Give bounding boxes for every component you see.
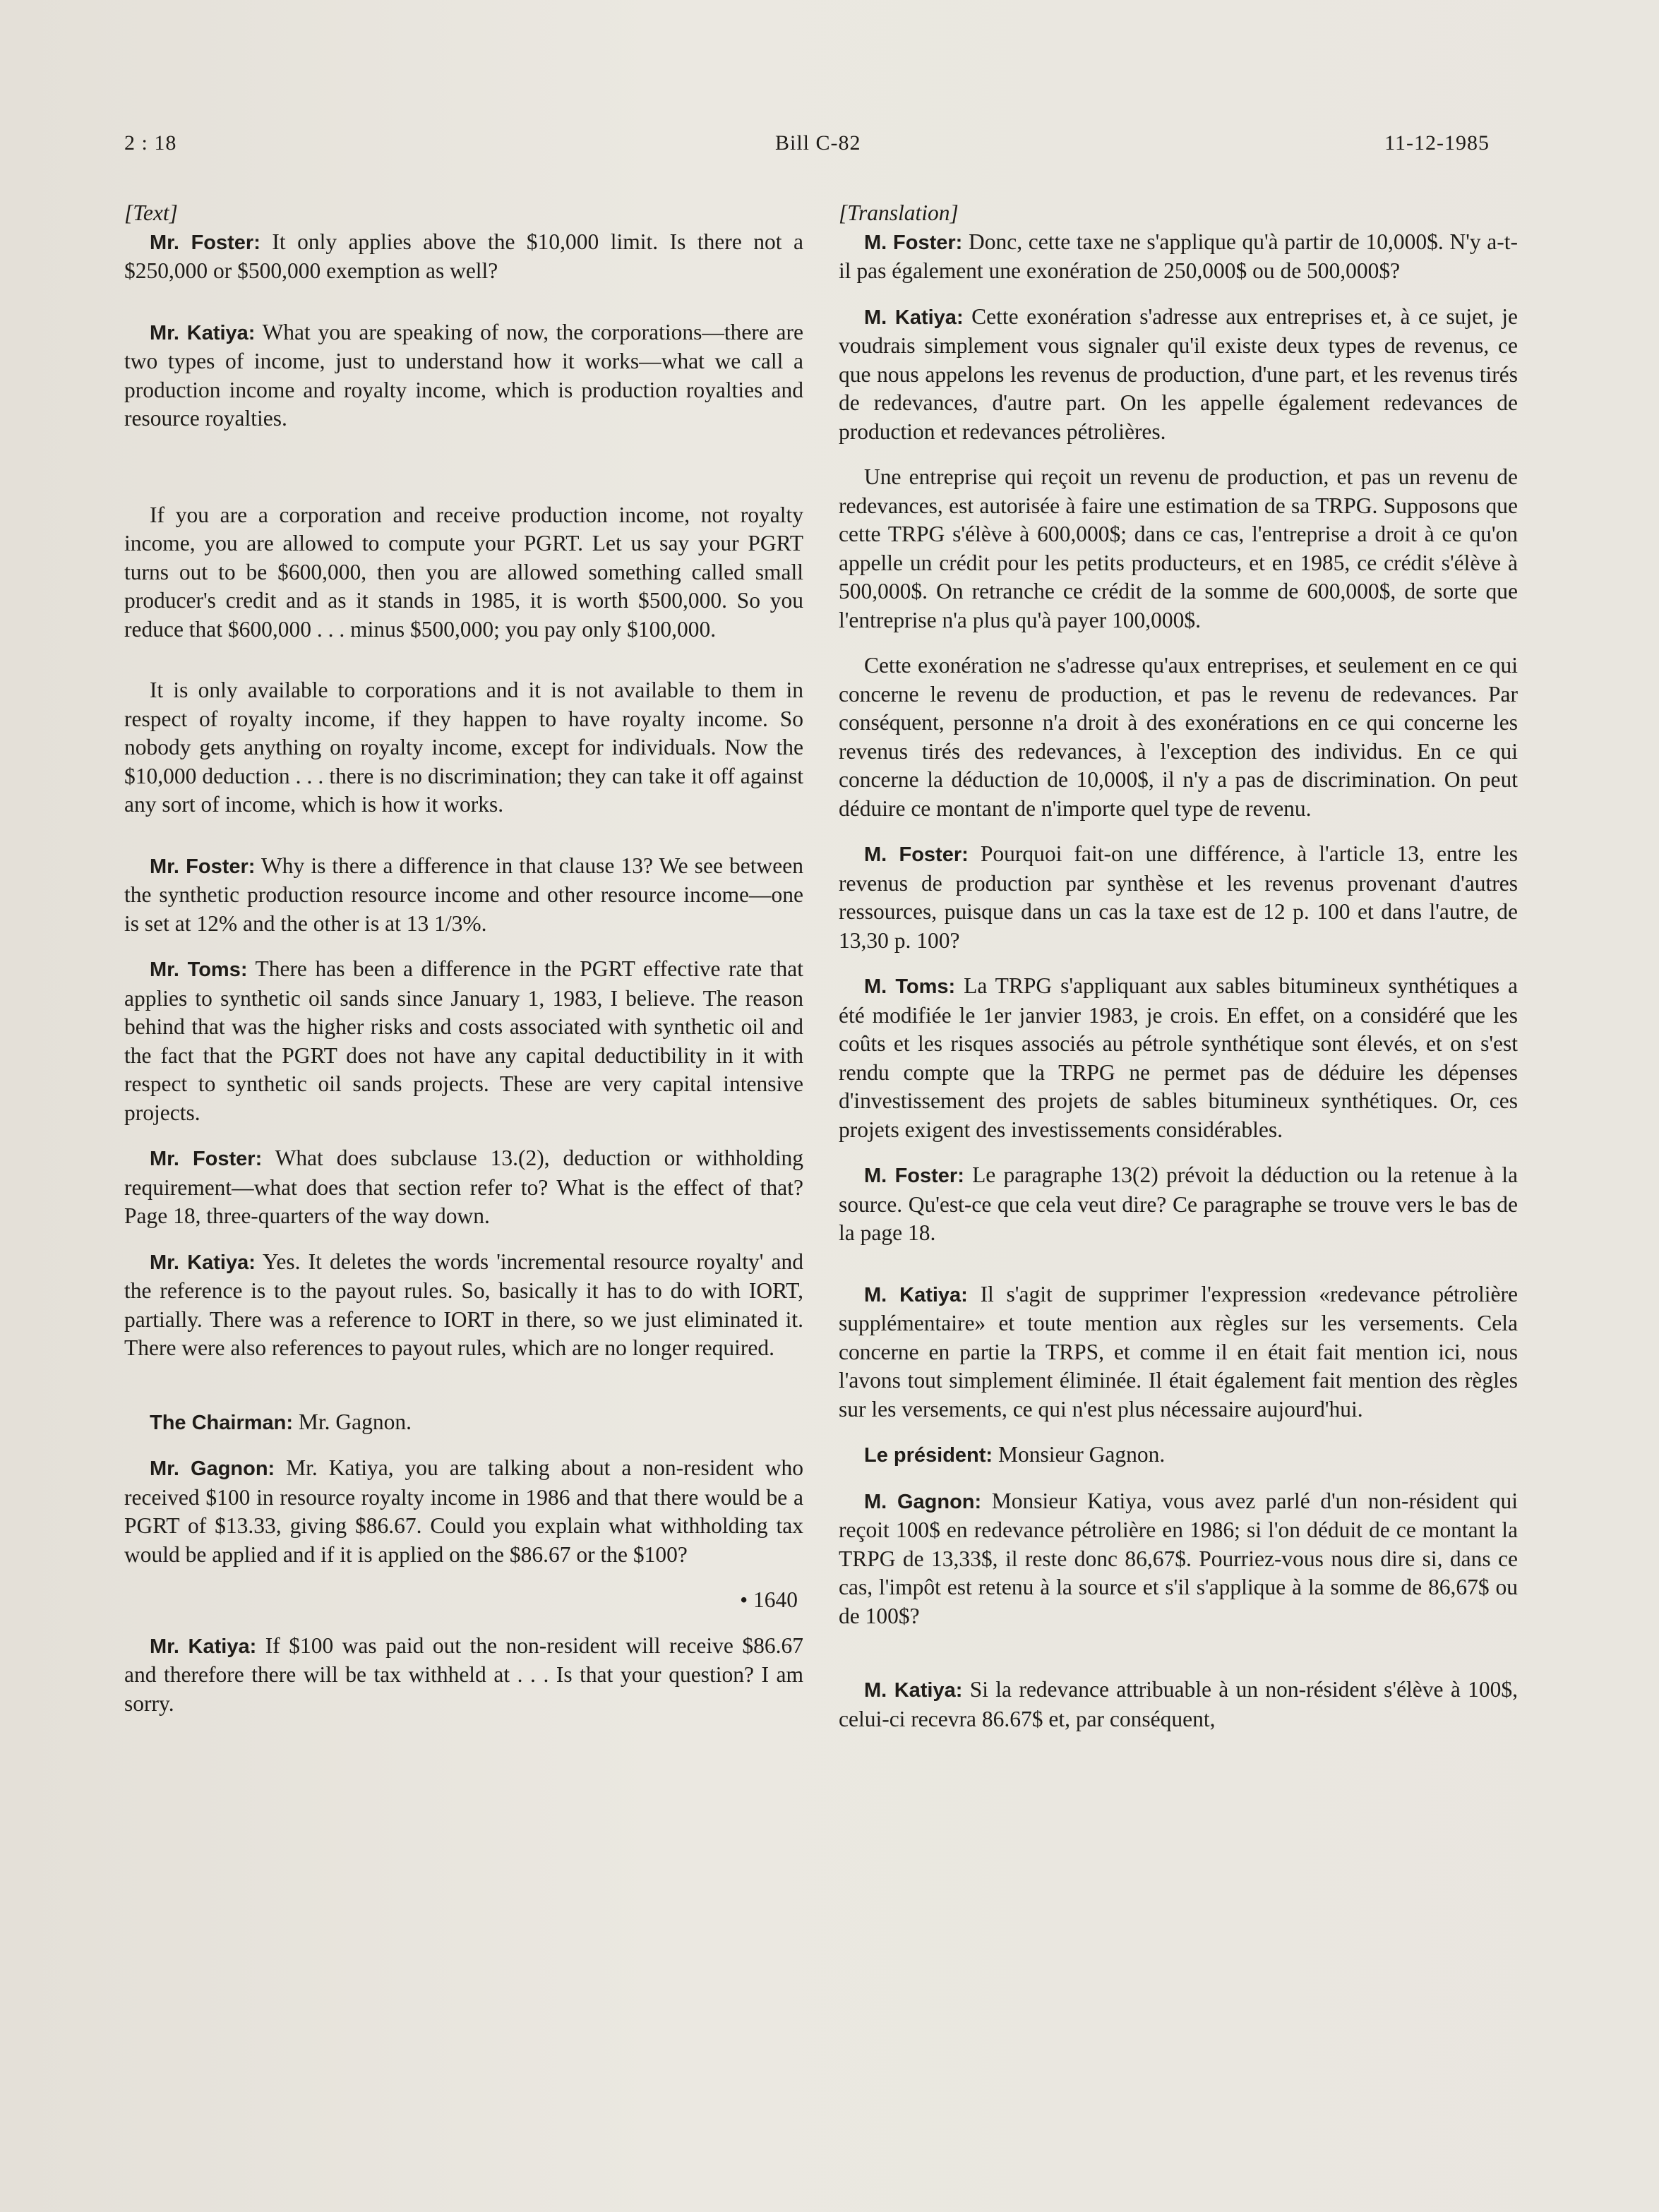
english-column xyxy=(124,199,803,1735)
speech-text: Why is there a difference in that clause 13? We see between the synthetic production resource income and other resource income—one is set at 12% and the other is at 13 1/3%. xyxy=(124,853,803,936)
speaker-name: Le président: xyxy=(864,1444,993,1467)
speech-text: Monsieur Katiya, vous avez parlé d'un non-résident qui reçoit 100$ en redevance pétrolière en 1986; si l'on déduit de ce montant la TRPG de 13,33$, il reste donc 86,67$. Pourriez-vous nous dire si, dans ce cas, l'impôt est retenu à la source et s'il s'applique à la somme de 86,67$ ou de 100$? xyxy=(839,1488,1518,1628)
paragraph xyxy=(839,303,1518,447)
speaker-name: Mr. Katiya: xyxy=(150,321,256,344)
paragraph xyxy=(124,1632,803,1719)
paragraph: It is only available to corporations and it is not available to them in respect of royalty income, if they happen to have royalty income. So nobody gets anything on royalty income, except for individuals. Now the $10,000 deduction . . . there is no discrimination; they can take it off against any sort of income, which is how it works. xyxy=(124,678,803,817)
time-marker: • 1640 xyxy=(740,1587,798,1612)
speech-text: If $100 was paid out the non-resident will receive $86.67 and therefore there will be tax withheld at . . . Is that your question? I am sorry. xyxy=(124,1633,803,1716)
speech-text: Mr. Gagnon. xyxy=(298,1409,412,1434)
paragraph xyxy=(124,228,803,286)
speaker-name: Mr. Toms: xyxy=(150,958,248,981)
paragraph xyxy=(124,1454,803,1569)
speech-text: There has been a difference in the PGRT effective rate that applies to synthetic oil sands since January 1, 1983, I believe. The reason behind that was the higher risks and costs associated with synthetic oil and the fact that the PGRT does not have any capital deductibility in it with respect to synthetic oil sands projects. These are very capital intensive projects. xyxy=(124,956,803,1125)
paragraph xyxy=(124,955,803,1127)
section-label: [Text] xyxy=(124,200,178,225)
speech-text: It only applies above the $10,000 limit. Is there not a $250,000 or $500,000 exemption as well? xyxy=(124,229,804,283)
speech-text: Mr. Katiya, you are talking about a non-resident who received $100 in resource royalty income in 1986 and that there would be a PGRT of $13.33, giving $86.67. Could you explain what withholding tax would be applied and if it is applied on the $86.67 or the $100? xyxy=(124,1455,803,1567)
speaker-name: Mr. Katiya: xyxy=(150,1251,256,1274)
paragraph xyxy=(839,972,1518,1144)
speech-text: Donc, cette taxe ne s'applique qu'à partir de 10,000$. N'y a-t-il pas également une exonération de 250,000$ ou de 500,000$? xyxy=(839,229,1519,283)
speaker-name: Mr. Katiya: xyxy=(150,1635,257,1658)
paragraph: Cette exonération ne s'adresse qu'aux entreprises, et seulement en ce qui concerne le revenu de production, et pas le revenu de redevances. Par conséquent, personne n'a droit à des exonérations en ce qui concerne les revenus tirés des redevances, à l'exception des individus. En ce qui concerne la déduction de 10,000$, il n'y a pas de discrimination. On peut déduire ce montant de n'importe quel type de revenu. xyxy=(839,653,1518,821)
paragraph xyxy=(839,1487,1518,1631)
page-number: 2 : 18 xyxy=(124,131,177,155)
paragraph xyxy=(124,318,803,433)
speech-text: Monsieur Gagnon. xyxy=(998,1442,1166,1467)
bill-title: Bill C-82 xyxy=(775,131,861,155)
speech-text: Il s'agit de supprimer l'expression «redevance pétrolière supplémentaire» et toute mention aux règles sur les versements. Cela concerne en partie la TRPS, et comme il en était fait mention ici, nous l'avons tout simplement éliminée. Il était également fait mention des règles sur les versements, ce qui n'est plus nécessaire aujourd'hui. xyxy=(839,1281,1518,1421)
speech-text: Le paragraphe 13(2) prévoit la déduction ou la retenue à la source. Qu'est-ce que cela veut dire? Ce paragraphe se trouve vers le bas de la page 18. xyxy=(839,1162,1519,1245)
speaker-name: Mr. Foster: xyxy=(150,855,256,878)
page-date: 11-12-1985 xyxy=(1384,131,1490,155)
paragraph xyxy=(839,1280,1518,1424)
speech-text: La TRPG s'appliquant aux sables bitumineux synthétiques a été modifiée le 1er janvier 1983, je crois. En effet, on a considéré que les coûts et les risques associés au pétrole synthétique sont élevés, et on s'est rendu compte que la TRPG ne permet pas de déduire les dépenses d'investissement des projets de sables bitumineux synthétiques. Or, ces projets exigent des investissements considérables. xyxy=(839,973,1519,1142)
paragraph xyxy=(839,1441,1518,1470)
speaker-name: Mr. Foster: xyxy=(150,1148,263,1170)
paragraph xyxy=(124,852,803,939)
paragraph: If you are a corporation and receive production income, not royalty income, you are allowed to compute your PGRT. Let us say your PGRT turns out to be $600,000, then you are allowed something called small producer's credit and as it stands in 1985, it is worth $500,000. So you reduce that $600,000 . . . minus $500,000; you pay only $100,000. xyxy=(124,502,803,642)
paragraph xyxy=(839,228,1518,286)
speech-text: What does subclause 13.(2), deduction or withholding requirement—what does that section refer to? What is the effect of that? Page 18, three-quarters of the way down. xyxy=(124,1146,804,1228)
speech-text: Si la redevance attribuable à un non-résident s'élève à 100$, celui-ci recevra 86.67$ et, par conséquent, xyxy=(839,1677,1518,1731)
speaker-name: M. Gagnon: xyxy=(864,1490,982,1513)
speaker-name: M. Foster: xyxy=(864,231,963,254)
speech-text: What you are speaking of now, the corporations—there are two types of income, just to understand how it works—what we call a production income and royalty income, which is production royalties and resource royalties. xyxy=(124,319,803,431)
speech-text: Pourquoi fait-on une différence, à l'article 13, entre les revenus de production par synthèse et les revenus provenant d'autres ressources, puisque dans un cas la taxe est de 12 p. 100 et dans l'autre, de 13,30 p. 100? xyxy=(839,841,1519,953)
speech-text: Yes. It deletes the words 'incremental resource royalty' and the reference is to the payout rules. So, basically it has to do with IORT, partially. There was a reference to IORT in there, so we just eliminated it. There were also references to payout rules, which are no longer required. xyxy=(124,1249,803,1360)
paragraph xyxy=(839,1676,1518,1733)
speaker-name: M. Foster: xyxy=(864,1165,964,1187)
paragraph xyxy=(124,1408,803,1438)
paragraph xyxy=(839,1161,1518,1248)
paragraph xyxy=(124,1248,803,1363)
paragraph xyxy=(839,840,1518,955)
speech-text: Cette exonération s'adresse aux entreprises et, à ce sujet, je voudrais simplement vous signaler qu'il existe deux types de revenus, ce que nous appelons les revenus de production, d'une part, et les revenus tirés de redevances, d'autre part. On les appelle également redevances de production et redevances pétrolières. xyxy=(839,303,1519,444)
section-label: [Translation] xyxy=(839,200,959,225)
french-column xyxy=(839,199,1518,1750)
paragraph: Une entreprise qui reçoit un revenu de production, et pas un revenu de redevances, est autorisée à faire une estimation de sa TRPG. Supposons que cette TRPG s'élève à 600,000$; dans ce cas, l'entreprise a droit à ce qu'on appelle un crédit pour les petits producteurs, et en 1985, ce crédit s'élève à 500,000$. On retranche ce crédit de la somme de 600,000$, de sorte que l'entreprise n'a plus qu'à payer 100,000$. xyxy=(839,464,1518,632)
speaker-name: M. Toms: xyxy=(864,975,956,998)
speaker-name: Mr. Foster: xyxy=(150,231,260,254)
speaker-name: M. Katiya: xyxy=(864,1283,968,1306)
speaker-name: M. Foster: xyxy=(864,843,969,866)
speaker-name: The Chairman: xyxy=(150,1411,294,1434)
speaker-name: Mr. Gagnon: xyxy=(150,1457,275,1480)
paragraph xyxy=(124,1144,803,1231)
speaker-name: M. Katiya: xyxy=(864,306,964,329)
speaker-name: M. Katiya: xyxy=(864,1679,963,1702)
